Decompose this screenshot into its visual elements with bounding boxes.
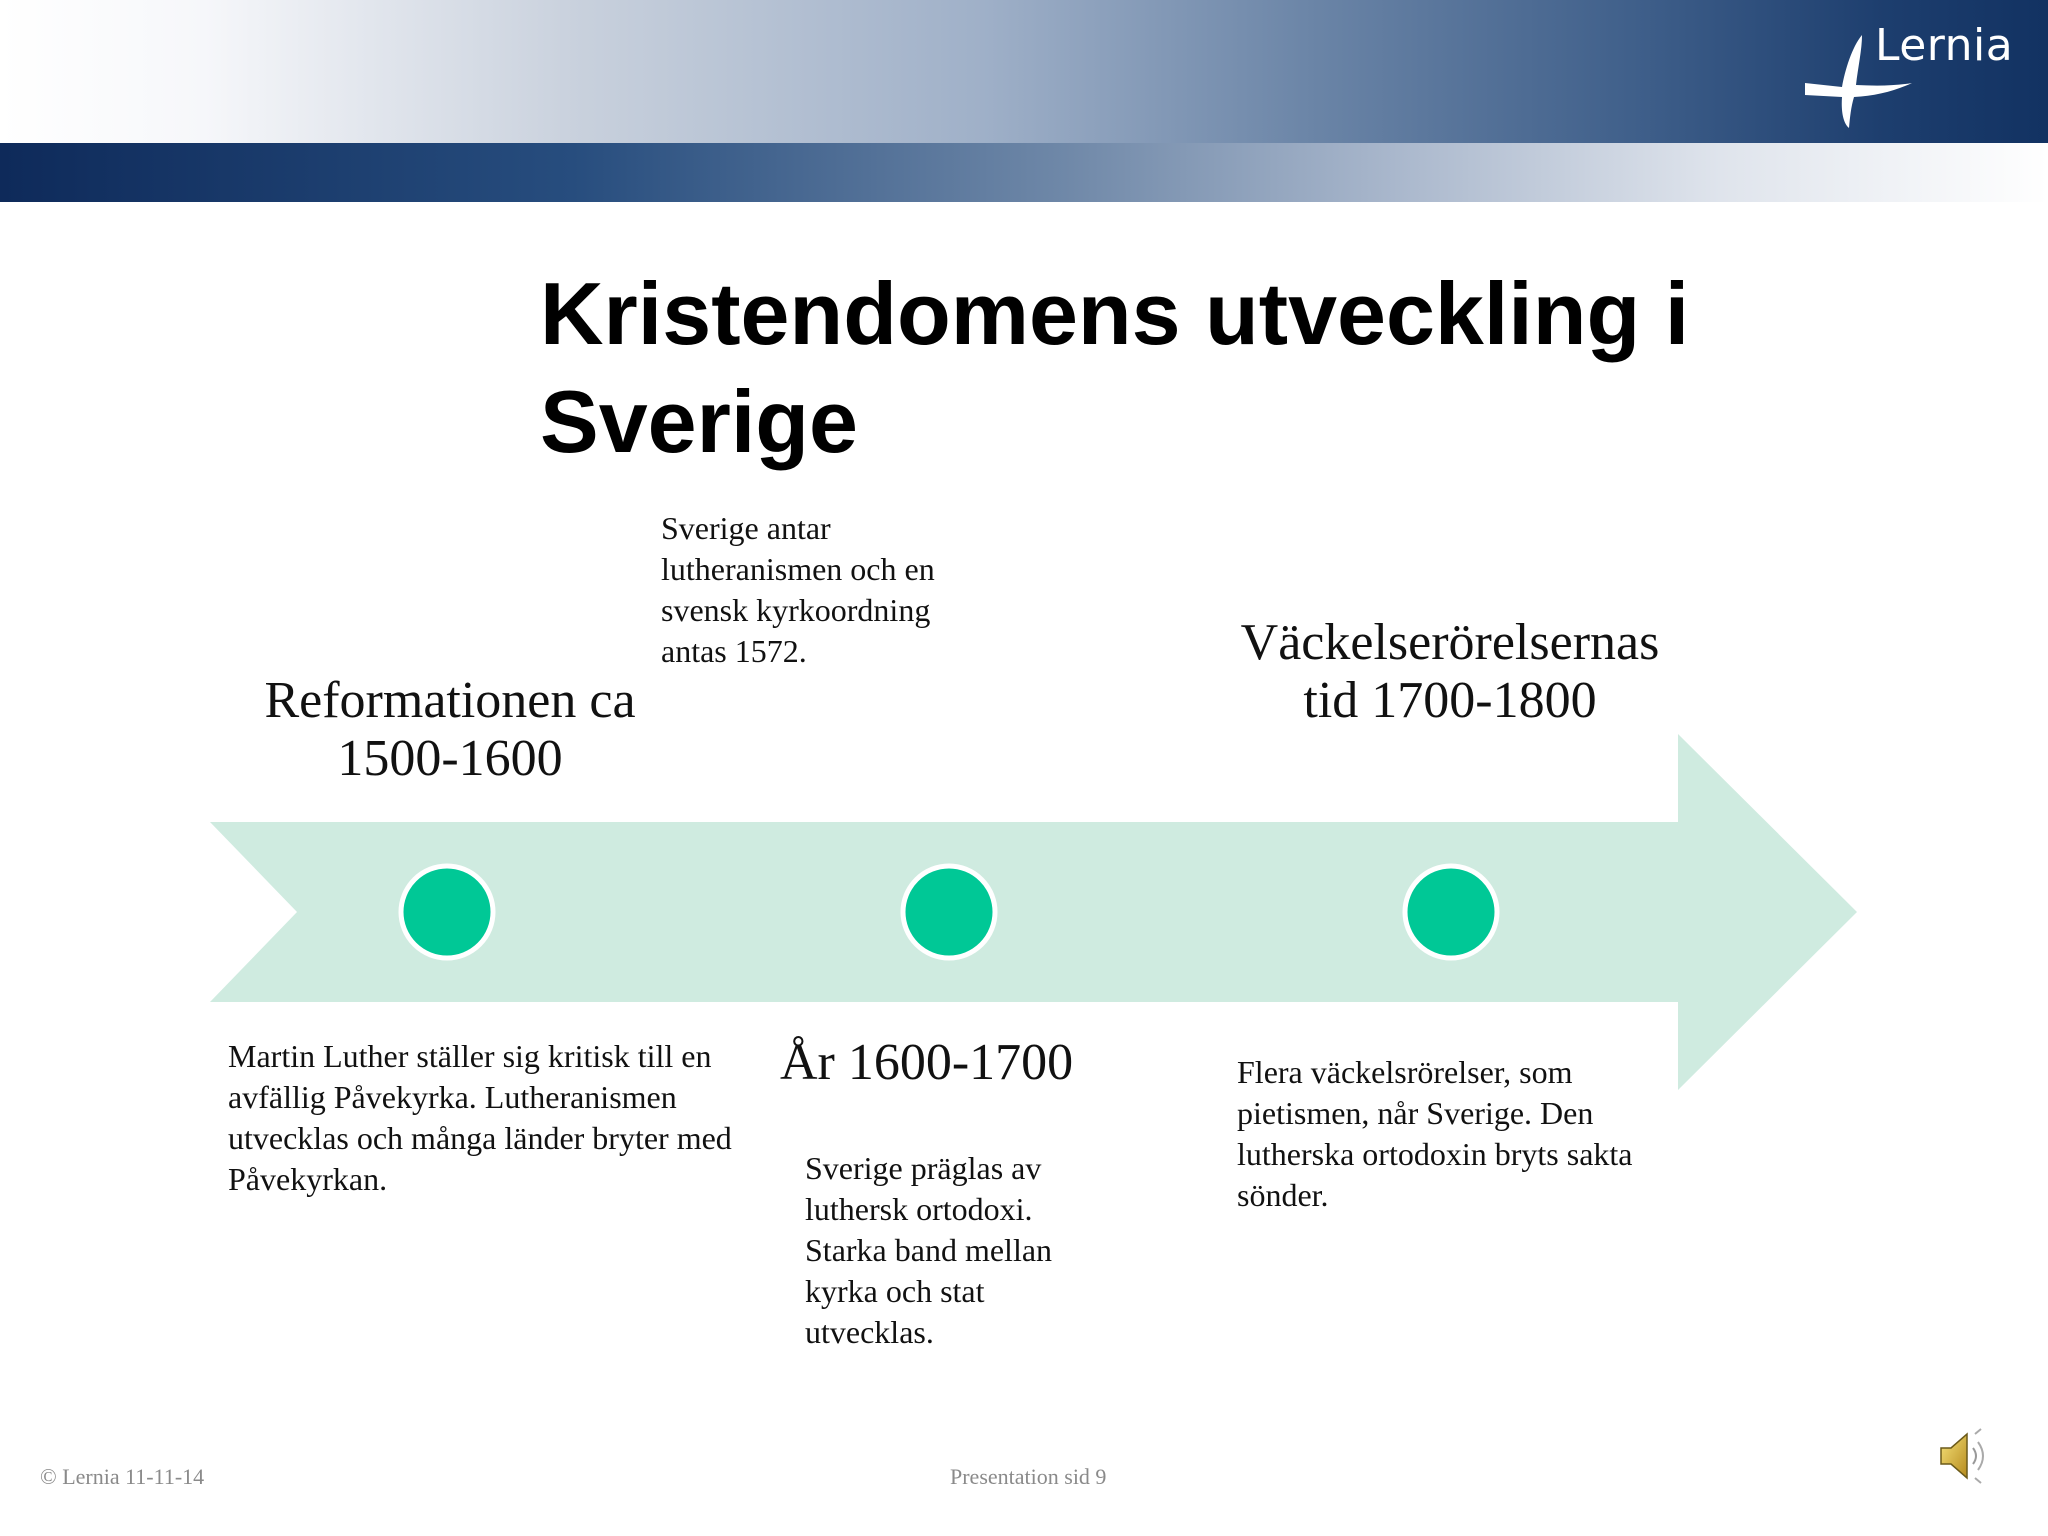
footer-copyright: © Lernia 11-11-14 <box>40 1464 205 1489</box>
logo-wordmark: Lernia <box>1875 20 2014 71</box>
timeline-node-1 <box>401 866 493 958</box>
speaker-icon[interactable] <box>1935 1424 1995 1488</box>
event-3-heading: Väckelserörelsernas tid 1700-1800 <box>1240 614 1660 729</box>
slide-title: Kristendomens utveckling i Sverige <box>540 264 1690 471</box>
event-2-note: Sverige antar lutheranismen och en svensk kyrkoordning antas 1572. <box>661 510 935 669</box>
timeline-node-3 <box>1405 866 1497 958</box>
timeline-node-2 <box>903 866 995 958</box>
footer-page-label: Presentation sid 9 <box>950 1464 1107 1489</box>
event-3-description: Flera väckelsrörelser, som pietismen, når Sverige. Den lutherska ortodoxin bryts sakta sönder. <box>1237 1054 1633 1213</box>
event-1-heading: Reformationen ca 1500-1600 <box>264 672 636 787</box>
event-2-description: Sverige präglas av luthersk ortodoxi. Starka band mellan kyrka och stat utvecklas. <box>805 1150 1053 1350</box>
event-2-heading: År 1600-1700 <box>780 1034 1074 1091</box>
event-1-description: Martin Luther ställer sig kritisk till en avfällig Påvekyrka. Lutheranismen utvecklas och många länder bryter med Påvekyrkan. <box>228 1038 732 1197</box>
